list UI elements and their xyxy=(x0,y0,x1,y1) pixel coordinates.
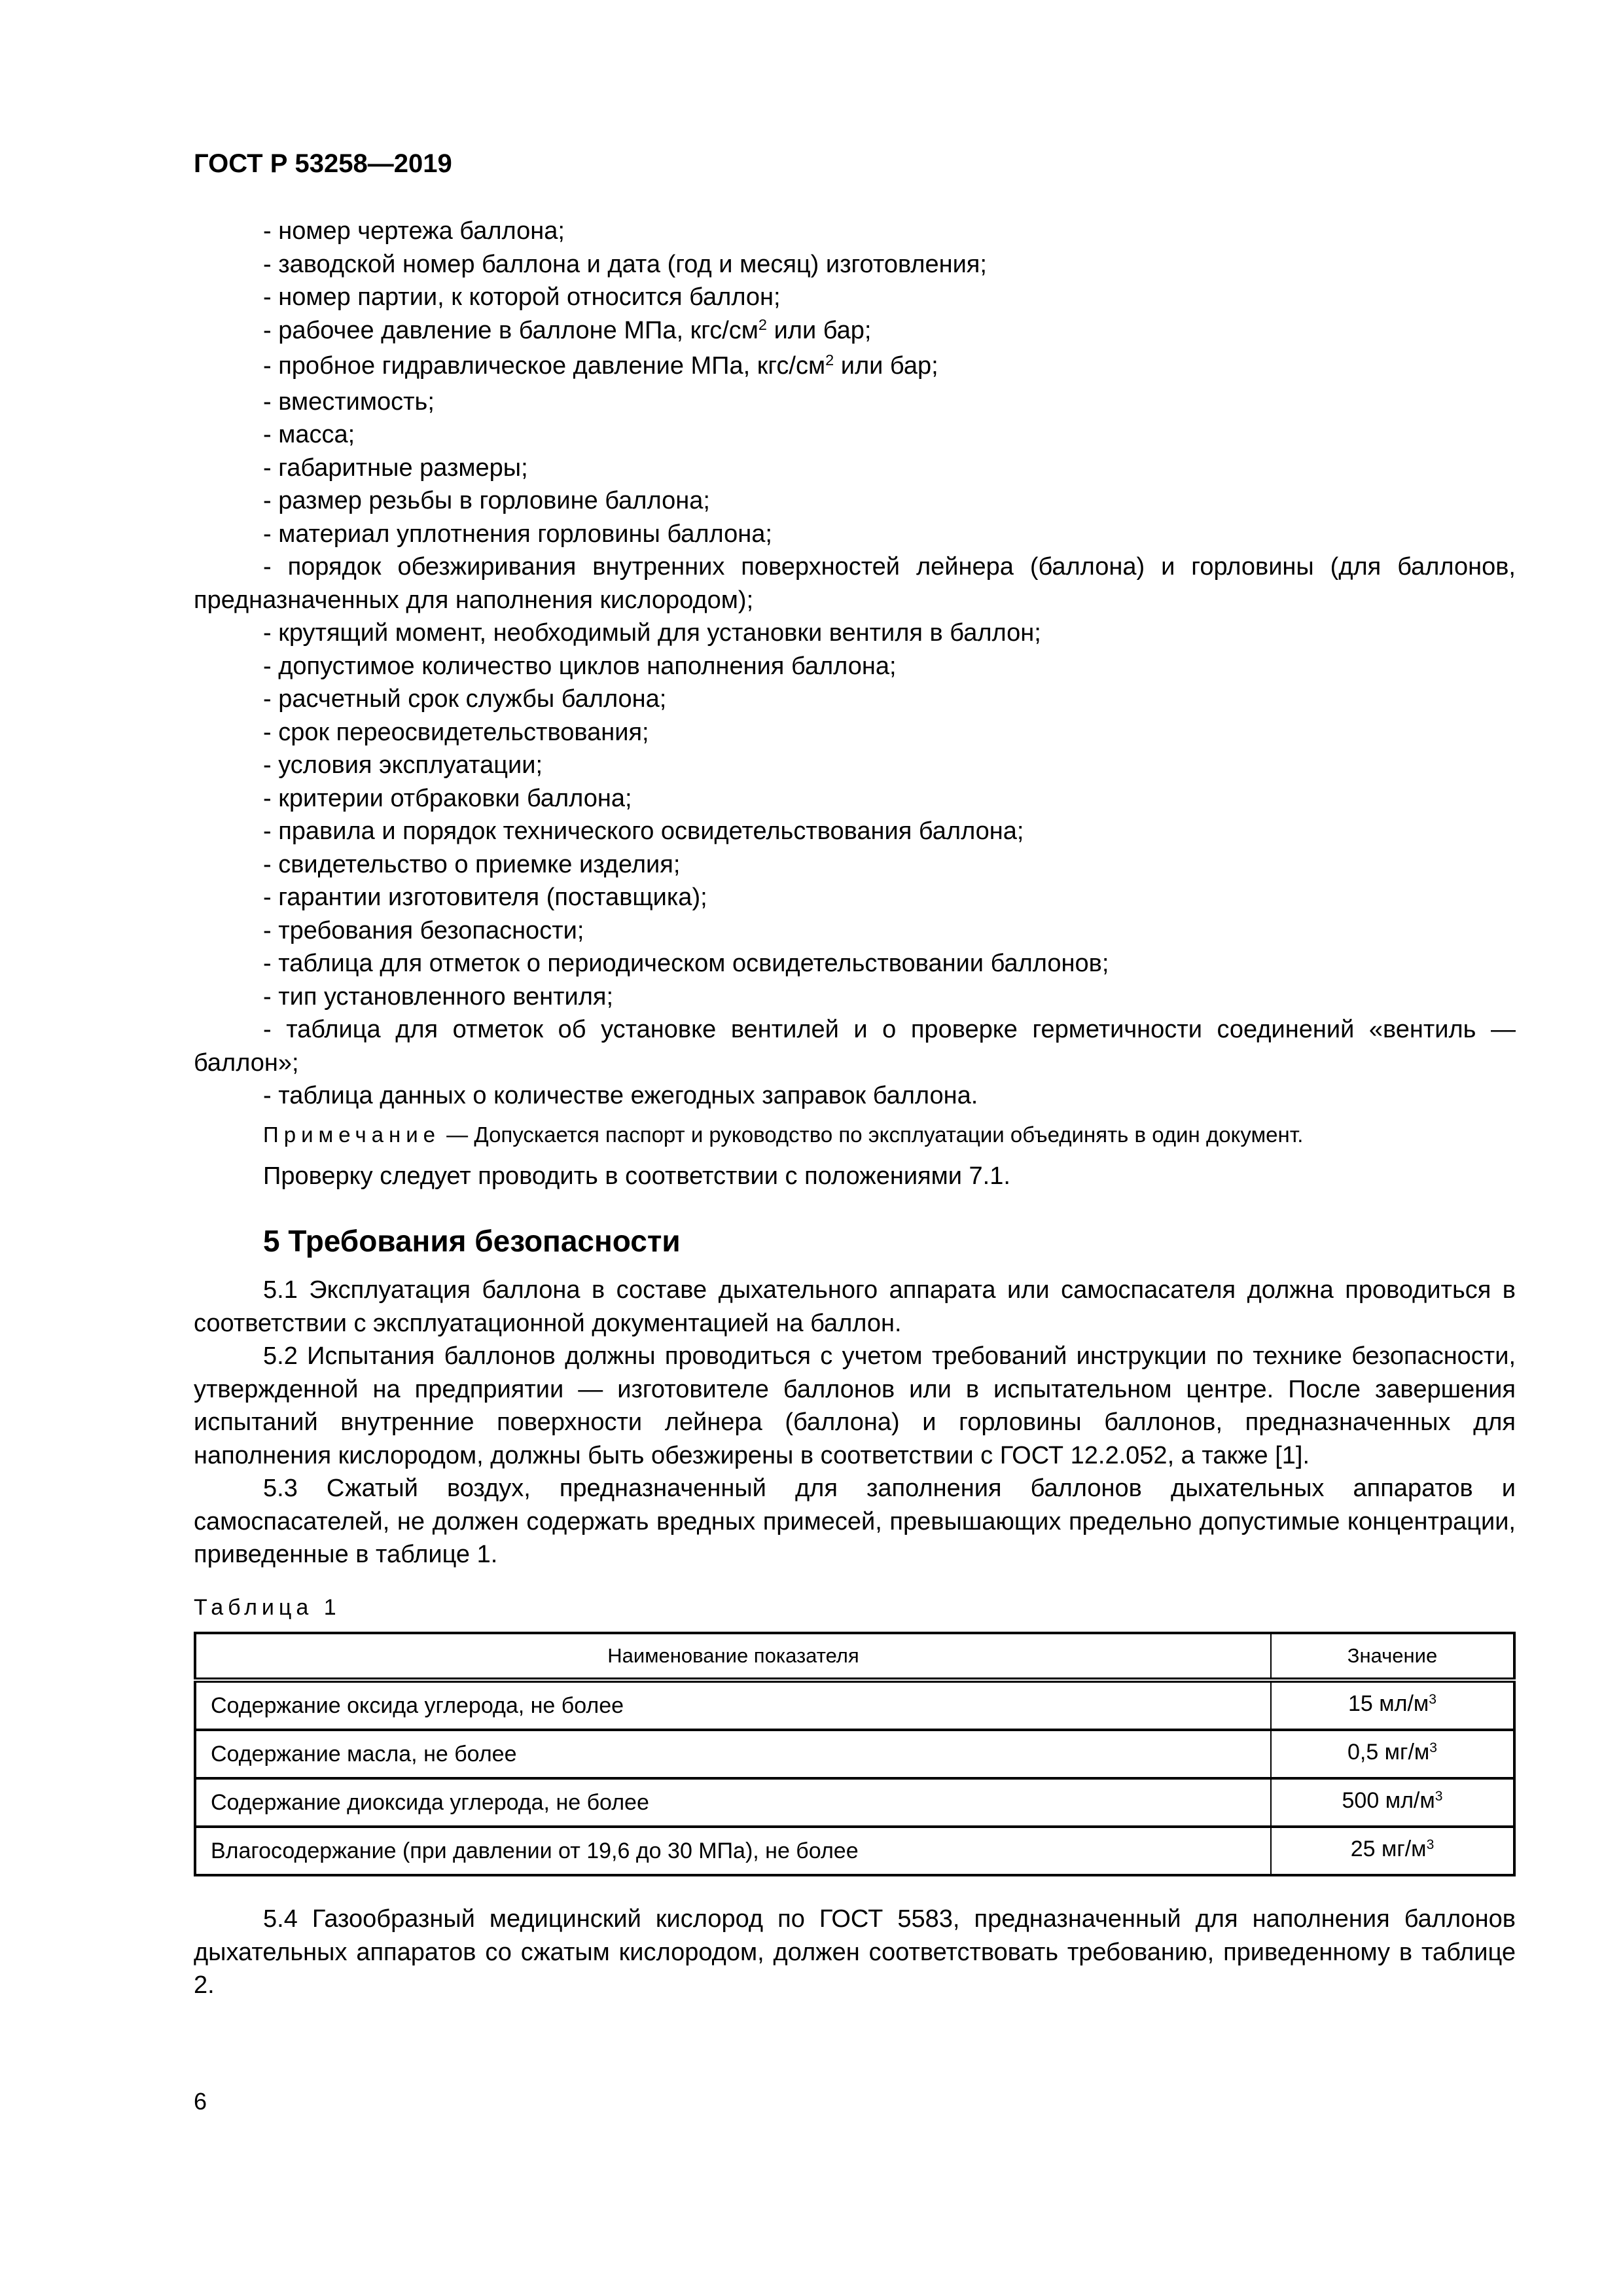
list-item: - масса; xyxy=(263,421,355,448)
cell-value: 500 $мл/м^3$ xyxy=(1271,1778,1514,1827)
list-item: - гарантии изготовителя (поставщика); xyxy=(263,884,707,911)
list-item: - материал уплотнения горловины баллона; xyxy=(263,520,772,548)
document-header: ГОСТ Р 53258—2019 xyxy=(194,149,452,178)
list-item: - пробное гидравлическое давление МПа, кгс/$см^2$ или бар; xyxy=(263,351,938,380)
requirements-list xyxy=(194,215,1516,1113)
note-text: — Допускается паспорт и руководство по эксплуатации объединять в один документ. xyxy=(440,1122,1304,1147)
paragraph-5-4: 5.4 Газообразный медицинский кислород по ГОСТ 5583, предназначенный для наполнения баллонов дыхательных аппаратов со сжатым кислородом, должен соответствовать требованию, приведенному в таблице 2. xyxy=(194,1905,1516,1999)
list-item: - номер партии, к которой относится баллон; xyxy=(263,283,781,311)
list-item: - свидетельство о приемке изделия; xyxy=(263,850,681,878)
cell-name: Содержание оксида углерода, не более xyxy=(195,1680,1271,1730)
paragraph-5-2: 5.2 Испытания баллонов должны проводиться с учетом требований инструкции по технике безопасности, утвержденной на предприятии — изготовителе баллонов или в испытательном центре. После завершения испытаний внутренние поверхности лейнера (баллона) и горловины баллонов, предназначенных для наполнения кислородом, должны быть обезжирены в соответствии с ГОСТ 12.2.052, а также [1]. xyxy=(194,1342,1516,1469)
list-item: - критерии отбраковки баллона; xyxy=(263,784,632,812)
column-header-name: Наименование показателя xyxy=(195,1633,1271,1680)
list-item: - тип установленного вентиля; xyxy=(263,982,614,1011)
note-label: Примечание xyxy=(263,1122,441,1147)
table-row xyxy=(195,1778,1514,1827)
list-item: - вместимость; xyxy=(263,387,435,416)
cell-name: Содержание масла, не более xyxy=(195,1730,1271,1778)
list-item: - допустимое количество циклов наполнения баллона; xyxy=(263,652,897,680)
table-row xyxy=(195,1680,1514,1730)
cell-name: Влагосодержание (при давлении от 19,6 до 30 МПа), не более xyxy=(195,1827,1271,1875)
paragraph-5-3: 5.3 Сжатый воздух, предназначенный для заполнения баллонов дыхательных аппаратов и самоспасателей, не должен содержать вредных примесей, превышающих предельно допустимые концентрации, приведенные в таблице 1. xyxy=(194,1475,1516,1568)
list-item: - таблица для отметок о периодическом освидетельствовании баллонов; xyxy=(263,950,1109,977)
cell-value: 15 $мл/м^3$ xyxy=(1271,1680,1514,1730)
list-item: - правила и порядок технического освидетельствования баллона; xyxy=(263,817,1024,845)
list-item: - расчетный срок службы баллона; xyxy=(263,685,667,713)
list-item: - номер чертежа баллона; xyxy=(263,217,565,245)
table-caption: Таблица 1 xyxy=(194,1594,341,1620)
table-1 xyxy=(194,1632,1516,1876)
list-item: - заводской номер баллона и дата (год и месяц) изготовления; xyxy=(263,250,987,278)
list-item: - рабочее давление в баллоне МПа, кгс/$см^2$ или бар; xyxy=(263,315,872,344)
check-paragraph: Проверку следует проводить в соответствии с положениями 7.1. xyxy=(263,1162,1010,1190)
section-title: 5 Требования безопасности xyxy=(263,1224,681,1258)
cell-name: Содержание диоксида углерода, не более xyxy=(195,1778,1271,1827)
column-header-value: Значение xyxy=(1271,1633,1514,1680)
list-item: - крутящий момент, необходимый для установки вентиля в баллон; xyxy=(263,619,1041,647)
content-body xyxy=(194,215,1516,2002)
list-item: - порядок обезжиривания внутренних поверхностей лейнера (баллона) и горловины (для баллонов, предназначенных для наполнения кислородом); xyxy=(194,553,1516,614)
list-item: - таблица данных о количестве ежегодных заправок баллона. xyxy=(263,1082,978,1109)
cell-value: 25 $мг/м^3$ xyxy=(1271,1827,1514,1875)
list-item: - срок переосвидетельствования; xyxy=(263,718,649,746)
table-row xyxy=(195,1730,1514,1778)
list-item: - условия эксплуатации; xyxy=(263,751,543,779)
cell-value: 0,5 $мг/м^3$ xyxy=(1271,1730,1514,1778)
page-number: 6 xyxy=(194,2088,207,2115)
table-row xyxy=(195,1827,1514,1875)
list-item: - таблица для отметок об установке вентилей и о проверке герметичности соединений «вентиль — баллон»; xyxy=(194,1016,1516,1077)
note xyxy=(194,1119,1516,1151)
paragraph-5-1: 5.1 Эксплуатация баллона в составе дыхательного аппарата или самоспасателя должна проводиться в соответствии с эксплуатационной документацией на баллон. xyxy=(194,1276,1516,1337)
list-item: - размер резьбы в горловине баллона; xyxy=(263,487,710,514)
table-header-row xyxy=(195,1633,1514,1680)
list-item: - габаритные размеры; xyxy=(263,454,528,482)
list-item: - требования безопасности; xyxy=(263,916,584,944)
